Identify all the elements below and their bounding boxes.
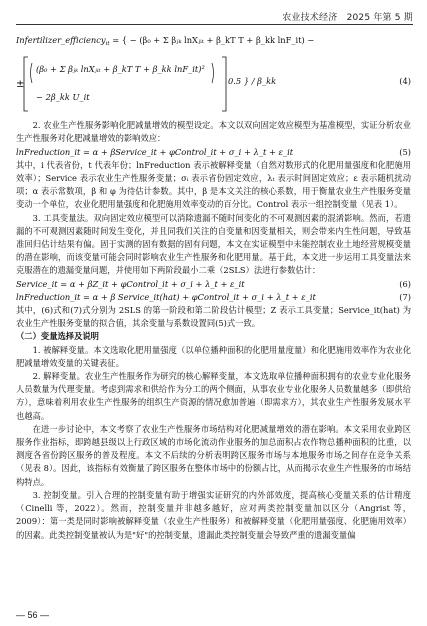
equation-3: Infertilizer_efficiency$_{it}$ = { − (β₀ + Σ βⱼₖ lnXⱼᵢₜ + β_kT T + β_kk lnF_it) − (16, 35, 315, 47)
para-dependent-variable: 1. 被解释变量。本文选取化肥用量强度（以单位播种面积的化肥用量度量）和化肥施用效率作为农业化肥减量增效变量的关键表征。 (16, 344, 411, 368)
para-model-title: 2. 农业生产性服务影响化肥减量增效的模型设定。本文以双向固定效应模型为基准模型，实证分析农业生产性服务对化肥减量增效的影响效应： (16, 120, 411, 144)
journal-name: 农业技术经济 (282, 13, 338, 23)
svg-text:±: ± (16, 79, 25, 91)
para-core-variable: 2. 解释变量。农业生产性服务作为研究的核心解释变量，本文选取单位播种面积拥有的农业专业化服务人员数量为代理变量。考虑到需求和供给作为分工的两个侧面，从事农业专业化服务人员数量越多（即供给方），意味着利用农业生产性服务的组织生产资源的情况愈加普遍（即需求方），其农业生产性服务发展水平也越高。 (16, 371, 411, 421)
section-title: （二）变量选择及说明 (16, 331, 99, 342)
para-eq5-desc: 其中，i 代表省份，t 代表年份；lnFreduction 表示被解释变量（自然对数形式的化肥用量强度和化肥施用效率）；Service 表示农业生产性服务变量；σᵢ 表示省份固定效应，λₜ 表示时间固定效应；ε 表示随机扰动项；α 表示常数项，β 和 φ 为待估计参数。其中，β 是本文关注的核心系数，用于衡量农业生产性服务变量变动一个单位，农业化肥用量强度和化肥施用效率变动的百分比。Control 表示一组控制变量（见表 1）。 (16, 159, 411, 210)
equation-5: lnFreduction_it = α + βService_it + φControl_it + σ_i + λ_t + ε_it (5) (16, 146, 411, 157)
equation-7: lnFreduction_it = α + β Service_it(hat) + φControl_it + σ_i + λ_t + ε_it (7) (16, 291, 411, 302)
equation-4-tail: 0.5 } / β_kk (228, 76, 277, 87)
equation-6: Service_it = α + βZ_it + φControl_it + σ_i + λ_t + ε_it (6) (16, 278, 411, 289)
equation-4-top: (β₀ + Σ βⱼₖ lnXⱼᵢₜ + β_kT T + β_kk lnF_it)² (36, 64, 205, 75)
page-number: — 56 — (16, 610, 50, 620)
para-iv: 3. 工具变量法。双向固定效应模型可以消除遗漏不随时间变化的不可观测因素的混淆影响。然而，若遗漏的不可观测因素随时间发生变化，并且同我们关注的自变量和因变量相关，则会带来内生性问题，导致基准回归估计结果有偏。固于实测的固有数据的固有问题，本文在实证模型中未能控制农业土地经营规模变量的潜在影响，而该变量可能会同时影响农业生产性服务和化肥用量。基于此，本文进一步运用工具变量法来克服潜在的遗漏变量问题，并使用如下两阶段最小二乘（2SLS）法进行参数估计： (16, 212, 411, 276)
equation-4-number: (4) (399, 76, 411, 87)
equation-4-bottom: − 2β_kk U_it (36, 92, 90, 103)
header-rule (16, 24, 413, 25)
equation-4 (16, 53, 411, 115)
main-column (16, 32, 411, 542)
para-market-structure: 在进一步讨论中，本文考察了农业生产性服务市场结构对化肥减量增效的潜在影响。本文采用农业跨区服务作业指标，即跨越县级以上行政区域的市场化流动作业服务的加总面积占农作物总播种面积的比重，以测度各省份跨区服务的普及程度。本文不后续的分析表明跨区服务市场与本地服务市场之间存在竞争关系（见表 8）。因此，该指标有效衡量了跨区服务在整体市场中的份额占比，从而揭示农业生产性服务的市场结构特点。 (16, 423, 411, 487)
running-header (282, 10, 413, 23)
para-eq67-desc: 其中，(6)式和(7)式分别为 2SLS 的第一阶段和第二阶段估计模型；Z 表示工具变量；Service_it(hat) 为农业生产性服务变量的拟合值，其余变量与系数设置同(5)式一致。 (16, 305, 411, 329)
para-control-variables: 3. 控制变量。引入合理的控制变量有助于增强实证研究的内外部效度，提高核心变量关系的估计精度（Cinelli 等，2022）。然而，控制变量并非越多越好，应对两类控制变量加以区分（Angrist 等，2009）：第一类是同时影响被解释变量（农业生产性服务）和被解释变量（化肥用量强度、化肥施用效率）的因素。此类控制变量被认为是"好"的控制变量，遗漏此类控制变量会导致严重的遗漏变量偏 (16, 489, 411, 540)
issue-label: 2025 年第 5 期 (346, 13, 413, 23)
